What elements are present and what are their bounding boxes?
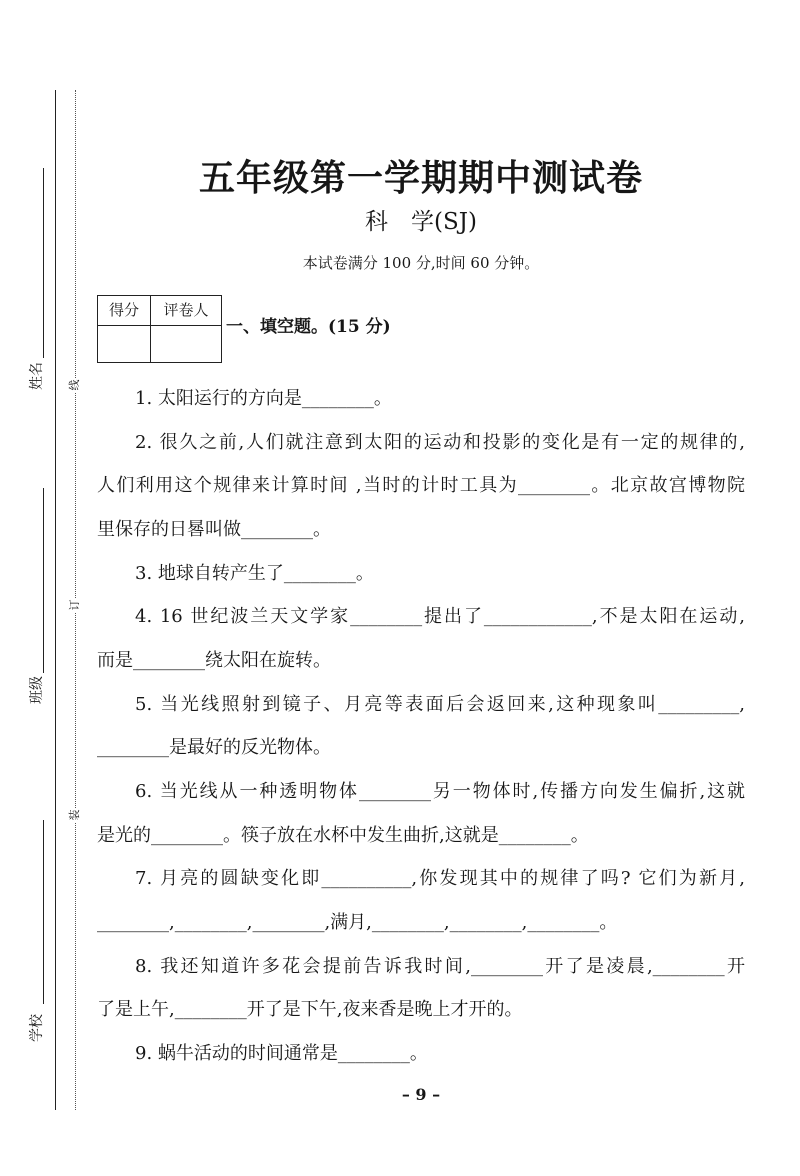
exam-instructions: 本试卷满分 100 分,时间 60 分钟。 — [302, 254, 540, 272]
question-line: 1. 太阳运行的方向是________。 — [135, 388, 392, 409]
question-line: 5. 当光线照射到镜子、月亮等表面后会返回来,这种现象叫_________, — [135, 693, 745, 715]
question-7 — [97, 857, 745, 944]
question-line: 而是________绕太阳在旋转。 — [97, 649, 331, 671]
question-line: 人们利用这个规律来计算时间 ,当时的计时工具为________。北京故宫博物院 — [97, 475, 745, 497]
question-2 — [97, 421, 745, 552]
score-table — [97, 295, 222, 363]
exam-title: 五年级第一学期期中测试卷 — [198, 157, 643, 199]
cut-mark-bottom: 装 — [68, 809, 81, 821]
question-line: 6. 当光线从一种透明物体________另一物体时,传播方向发生偏折,这就 — [135, 780, 745, 802]
subject-subtitle: 科 学(SJ) — [365, 209, 477, 235]
question-list — [97, 377, 745, 1076]
question-line: 了是上午,________开了是下午,夜来香是晚上才开的。 — [97, 999, 523, 1021]
question-line: 3. 地球自转产生了________。 — [135, 562, 374, 584]
cut-mark-top: 线 — [68, 379, 81, 391]
name-blank-line — [43, 168, 44, 358]
question-9 — [97, 1032, 745, 1076]
question-5 — [97, 683, 745, 770]
question-line: 4. 16 世纪波兰天文学家________提出了____________,不是太阳在运动, — [135, 606, 745, 628]
score-header-cell: 得分 — [98, 296, 151, 326]
class-label: 班级 — [29, 676, 45, 704]
question-8 — [97, 945, 745, 1032]
question-line: ________,________,________,满月,________,________,________。 — [97, 911, 618, 933]
question-3 — [97, 552, 745, 596]
question-1 — [97, 377, 745, 421]
grader-header-cell: 评卷人 — [151, 296, 221, 326]
grader-cell — [151, 326, 221, 362]
question-line: 8. 我还知道许多花会提前告诉我时间,________开了是凌晨,________开 — [135, 955, 745, 977]
question-line: 7. 月亮的圆缺变化即__________,你发现其中的规律了吗? 它们为新月, — [135, 868, 745, 890]
page-number: – 9 – — [401, 1085, 441, 1104]
cut-mark-middle: 订 — [68, 599, 81, 611]
question-line: ________是最好的反光物体。 — [97, 737, 331, 759]
question-line: 9. 蜗牛活动的时间通常是________。 — [135, 1042, 428, 1064]
binding-rule-solid — [55, 90, 56, 1110]
question-line: 2. 很久之前,人们就注意到太阳的运动和投影的变化是有一定的规律的, — [135, 431, 745, 453]
section-heading: 一、填空题。(15 分) — [226, 317, 391, 337]
school-blank-line — [43, 820, 44, 1004]
score-cell — [98, 326, 151, 362]
question-6 — [97, 770, 745, 857]
name-label: 姓名 — [29, 362, 45, 390]
question-line: 是光的________。筷子放在水杯中发生曲折,这就是________。 — [97, 824, 589, 846]
question-line: 里保存的日晷叫做________。 — [97, 518, 331, 540]
school-label: 学校 — [29, 1014, 45, 1042]
question-4 — [97, 595, 745, 682]
class-blank-line — [43, 488, 44, 673]
